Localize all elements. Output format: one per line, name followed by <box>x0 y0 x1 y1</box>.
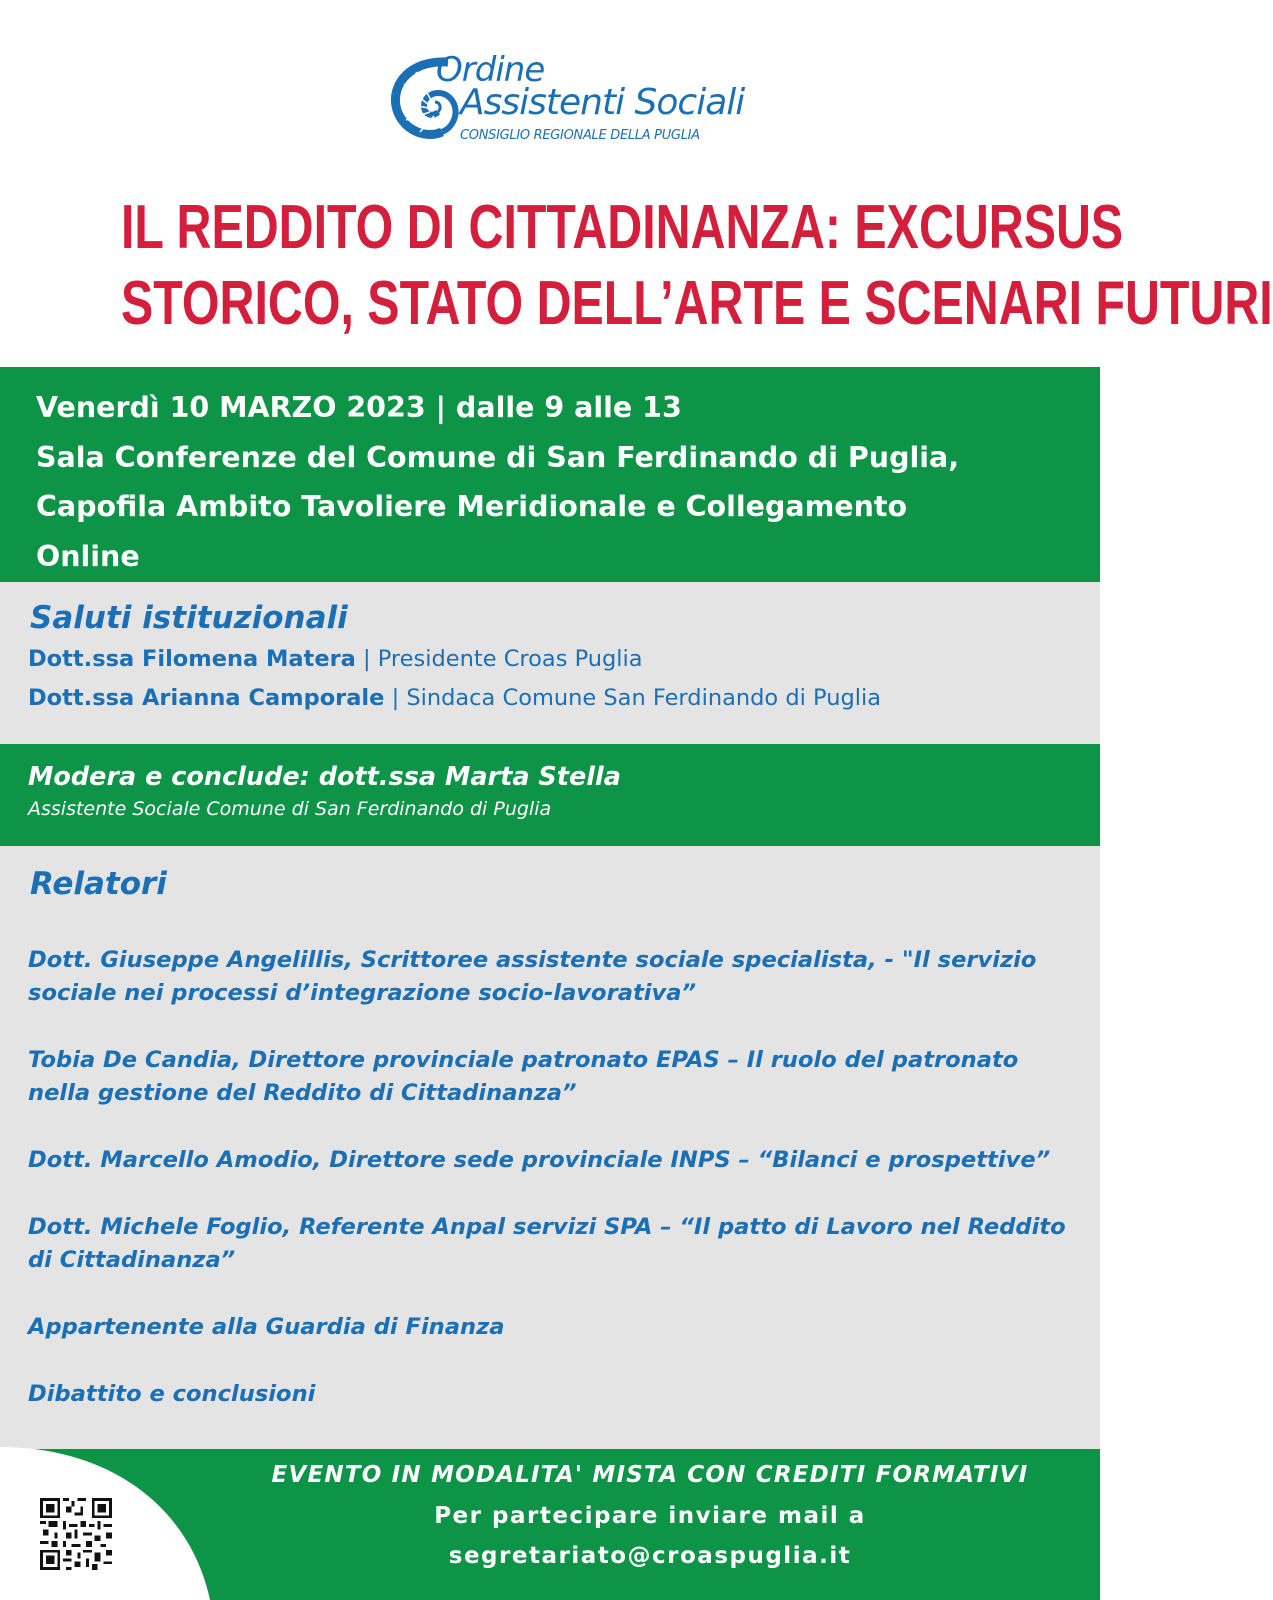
moderator-role: Assistente Sociale Comune di San Ferdinando di Puglia <box>28 798 552 820</box>
moderator-name: Modera e conclude: dott.ssa Marta Stella <box>28 762 621 792</box>
logo-title-line2: Assistenti Sociali <box>460 82 745 123</box>
speaker-name: Dott.ssa Arianna Camporale <box>28 685 385 711</box>
relatore-item: Appartenente alla Guardia di Finanza <box>28 1314 505 1340</box>
event-venue-line3: Online <box>36 539 140 573</box>
relatori-section <box>0 846 1100 1449</box>
relatore-item: Dott. Michele Foglio, Referente Anpal servizi SPA – “Il patto di Lavoro nel Reddito di Cittadinanza” <box>28 1214 1066 1273</box>
saluti-speaker <box>28 685 881 711</box>
event-info-band <box>0 367 1100 582</box>
logo-subtitle: CONSIGLIO REGIONALE DELLA PUGLIA <box>460 128 700 143</box>
event-date: Venerdì 10 MARZO 2023 | dalle 9 alle 13 <box>36 391 682 424</box>
saluti-section <box>0 582 1100 744</box>
separator: | <box>363 646 378 672</box>
logo <box>390 50 750 150</box>
qr-code-icon <box>40 1498 112 1570</box>
title-line-2: STORICO, STATO DELL’ARTE E SCENARI FUTURI <box>121 269 1273 338</box>
saluti-speaker <box>28 646 643 672</box>
relatore-item: Tobia De Candia, Direttore provinciale patronato EPAS – Il ruolo del patronato nella gestione del Reddito di Cittadinanza” <box>28 1047 1019 1106</box>
event-venue-line2: Capofila Ambito Tavoliere Meridionale e Collegamento <box>36 490 908 523</box>
moderator-band <box>0 744 1100 846</box>
relatore-item: Dott. Giuseppe Angelillis, Scrittoree assistente sociale specialista, - "Il servizio sociale nei processi d’integrazione socio-lavorativa” <box>28 947 1037 1006</box>
logo-title-line1: Ordine <box>436 50 545 90</box>
speaker-role: Sindaca Comune San Ferdinando di Puglia <box>406 685 882 711</box>
speaker-role: Presidente Croas Puglia <box>377 646 643 672</box>
footer-instructions: Per partecipare inviare mail a <box>434 1503 866 1529</box>
footer-email-link[interactable]: segretariato@croaspuglia.it <box>448 1543 852 1569</box>
page-title <box>121 190 1273 342</box>
title-line-1: IL REDDITO DI CITTADINANZA: EXCURSUS <box>121 193 1124 262</box>
relatore-item: Dott. Marcello Amodio, Direttore sede provinciale INPS – “Bilanci e prospettive” <box>28 1147 1051 1173</box>
relatore-item: Dibattito e conclusioni <box>28 1381 316 1407</box>
relatori-title: Relatori <box>30 866 167 902</box>
event-details <box>36 383 1076 581</box>
footer-event-mode: EVENTO IN MODALITA' MISTA CON CREDITI FORMATIVI <box>271 1462 1029 1488</box>
separator: | <box>391 685 407 711</box>
speaker-name: Dott.ssa Filomena Matera <box>28 646 356 672</box>
saluti-title: Saluti istituzionali <box>30 600 348 636</box>
event-venue-line1: Sala Conferenze del Comune di San Ferdinando di Puglia, <box>36 440 960 474</box>
